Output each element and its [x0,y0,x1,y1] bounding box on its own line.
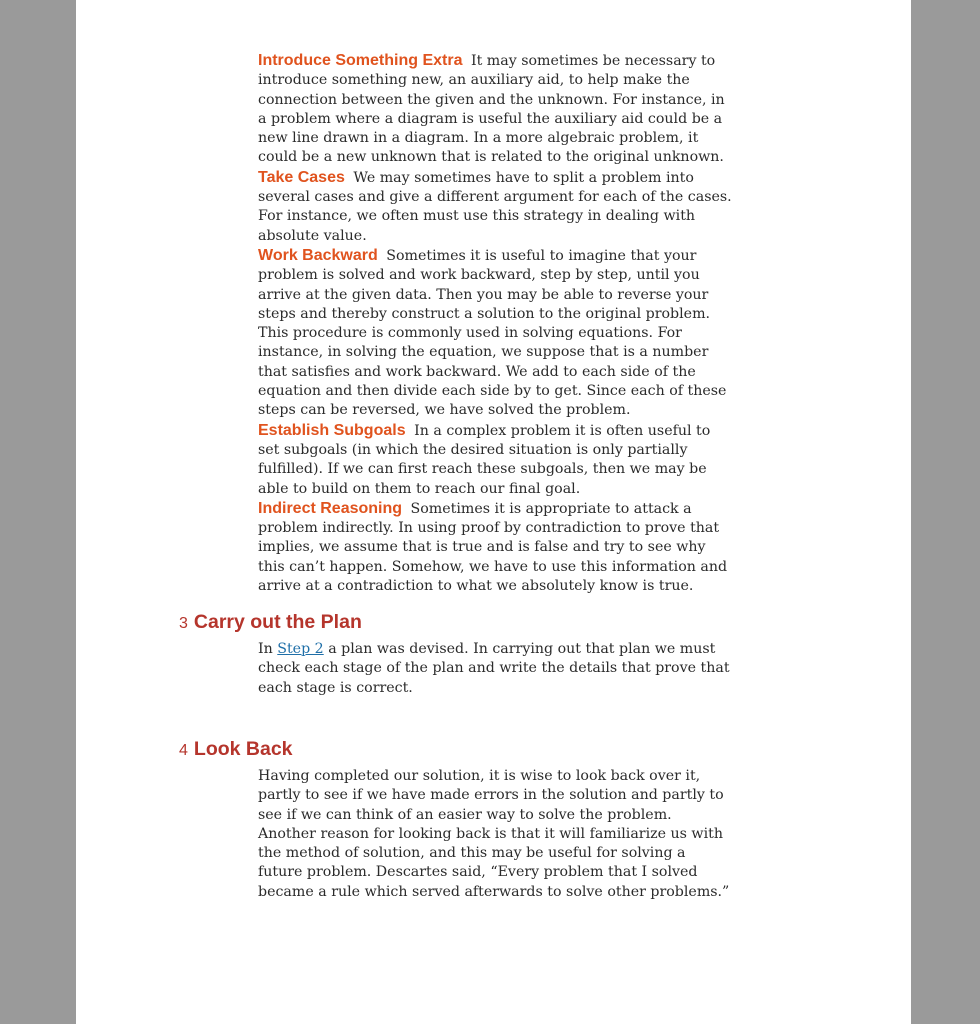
section-body-look-back [258,767,732,902]
strategy-text: In a complex problem it is often useful to set subgoals (in which the desired situation is only partially fulfilled). If we can first reach these subgoals, then we may be able to build on them to reach our final goal. [258,422,711,497]
document-page [76,0,911,1024]
section-text: Having completed our solution, it is wise to look back over it, partly to see if we have made errors in the solution and partly to see if we can think of an easier way to solve the problem. Another reason for looking back is that it will familiarize us with the method of solution, and this may be useful for solving a future problem. Descartes said, “Every problem that I solved became a rule which served afterwards to solve other problems.” [258,768,730,900]
section-title: Carry out the Plan [193,611,362,633]
strategy-text: Sometimes it is useful to imagine that your problem is solved and work backward, step by step, until you arrive at the given data. Then you may be able to reverse your steps and thereby construct a solution to the original problem. This procedure is commonly used in solving equations. For instance, in solving the equation, we suppose that is a number that satisfies and work backward. We add to each side of the equation and then divide each side by to get. Since each of these steps can be reversed, we have solved the problem. [258,247,727,419]
strategy-text: We may sometimes have to split a problem into several cases and give a different argument for each of the cases. For instance, we often must use this strategy in dealing with absolute value. [258,169,732,244]
strategy-title: Introduce Something Extra [258,52,463,69]
strategy-text: It may sometimes be necessary to introduce something new, an auxiliary aid, to help make the connection between the given and the unknown. For instance, in a problem where a diagram is useful the auxiliary aid could be a new line drawn in a diagram. In a more algebraic problem, it could be a new unknown that is related to the original unknown. [258,53,725,166]
strategy-title: Establish Subgoals [258,421,406,439]
strategy-paragraph [258,51,732,168]
section-text: In [258,641,278,657]
strategy-paragraph [258,421,732,499]
section-number: 3 [179,615,188,632]
strategy-title: Indirect Reasoning [258,499,403,517]
section-body-carry-out [258,640,732,698]
strategies-list [258,51,732,596]
strategy-paragraph [258,499,732,596]
section-number: 4 [179,742,188,759]
section-text: a plan was devised. In carrying out that plan we must check each stage of the plan and write the details that prove that each stage is correct. [258,641,730,696]
strategy-title: Take Cases [258,168,345,186]
section-heading-carry-out [179,611,362,634]
strategy-text: Sometimes it is appropriate to attack a problem indirectly. In using proof by contradiction to prove that implies, we assume that is true and is false and try to see why this can’t happen. Somehow, we have to use this information and arrive at a contradiction to what we absolutely know is true. [258,500,728,595]
strategy-paragraph [258,168,732,246]
step-2-link[interactable]: Step 2 [277,641,324,657]
section-title: Look Back [193,738,293,760]
strategy-paragraph [258,246,732,421]
strategy-title: Work Backward [258,246,378,264]
section-heading-look-back [179,738,293,761]
